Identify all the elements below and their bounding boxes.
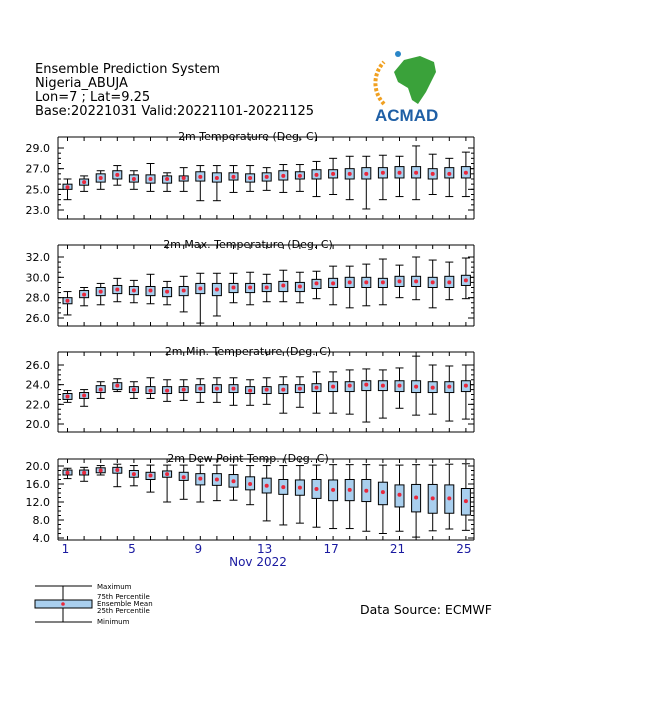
box-day-16: [312, 465, 321, 527]
mean-dot: [348, 384, 352, 388]
box-day-6: [146, 164, 155, 192]
box-day-1: [63, 292, 72, 315]
mean-dot: [315, 281, 319, 285]
box-day-13: [262, 378, 271, 405]
box-day-25: [461, 258, 470, 299]
box-day-15: [295, 377, 304, 407]
box-day-14: [279, 377, 288, 413]
mean-dot: [132, 177, 136, 181]
box-day-8: [179, 380, 188, 401]
y-tick-label: 12.0: [25, 496, 50, 509]
box-day-19: [362, 264, 371, 306]
mean-dot: [381, 490, 385, 494]
x-tick-label: 25: [456, 542, 472, 556]
mean-dot: [431, 386, 435, 390]
africa-map-icon: [394, 56, 436, 104]
box-day-5: [129, 171, 138, 190]
mean-dot: [82, 180, 86, 184]
mean-dot: [248, 176, 252, 180]
mean-dot: [298, 174, 302, 178]
mean-dot: [215, 387, 219, 391]
mean-dot: [348, 488, 352, 492]
box-day-9: [196, 166, 205, 201]
header-line-4: Base:20221031 Valid:20221101-20221125: [35, 104, 315, 119]
mean-dot: [398, 171, 402, 175]
mean-dot: [248, 482, 252, 486]
box-day-17: [329, 372, 338, 413]
sun-rays-icon: [375, 62, 384, 104]
mean-dot: [182, 289, 186, 293]
box-day-23: [428, 260, 437, 308]
box-day-14: [279, 165, 288, 193]
mean-dot: [66, 471, 70, 475]
box-day-21: [395, 465, 404, 531]
mean-dot: [398, 493, 402, 497]
mean-dot: [198, 175, 202, 179]
box-day-25: [461, 365, 470, 419]
box-day-18: [345, 266, 354, 308]
box-day-16: [312, 271, 321, 298]
mean-dot: [232, 286, 236, 290]
box-day-21: [395, 156, 404, 196]
mean-dot: [398, 279, 402, 283]
box-day-25: [461, 152, 470, 196]
y-tick-label: 20.0: [25, 460, 50, 473]
mean-dot: [66, 185, 70, 189]
box-day-13: [262, 274, 271, 301]
box-day-13: [262, 168, 271, 191]
mean-dot: [464, 278, 468, 282]
box-day-5: [129, 466, 138, 486]
box-day-6: [146, 274, 155, 303]
box-day-21: [395, 368, 404, 408]
box-day-12: [246, 272, 255, 305]
mean-dot: [99, 290, 103, 294]
box-day-2: [80, 467, 89, 481]
box-day-1: [63, 468, 72, 478]
box-day-20: [378, 370, 387, 418]
mean-dot: [265, 175, 269, 179]
box-day-9: [196, 273, 205, 323]
box-day-10: [212, 273, 221, 316]
data-source: Data Source: ECMWF: [360, 602, 492, 617]
mean-dot: [265, 286, 269, 290]
y-tick-label: 29.0: [25, 142, 50, 155]
x-tick-label: 17: [323, 542, 339, 556]
mean-dot: [464, 171, 468, 175]
box-day-10: [212, 378, 221, 403]
mean-dot: [115, 384, 119, 388]
box-day-4: [113, 166, 122, 186]
box-day-9: [196, 465, 205, 502]
legend-p75: 75th Percentile: [97, 593, 150, 601]
box-day-2: [80, 176, 89, 192]
mean-dot: [364, 383, 368, 387]
box-day-1: [63, 391, 72, 403]
box-day-5: [129, 280, 138, 302]
box-day-10: [212, 166, 221, 201]
box-day-20: [378, 465, 387, 533]
box-day-19: [362, 156, 371, 209]
mean-dot: [132, 472, 136, 476]
mean-dot: [99, 176, 103, 180]
mean-dot: [149, 289, 153, 293]
mean-dot: [331, 281, 335, 285]
x-tick-label: 9: [194, 542, 203, 556]
panel-title: 2m Dew Point Temp. (Deg. C): [167, 452, 329, 465]
mean-dot: [414, 385, 418, 389]
mean-dot: [431, 172, 435, 176]
box-day-8: [179, 276, 188, 312]
mean-dot: [182, 176, 186, 180]
legend-p25: 25th Percentile: [97, 607, 150, 615]
box-day-22: [412, 465, 421, 537]
box-day-7: [163, 173, 172, 192]
mean-dot: [331, 172, 335, 176]
box-day-22: [412, 356, 421, 415]
mean-dot: [381, 384, 385, 388]
box-day-7: [163, 465, 172, 502]
y-tick-label: 26.0: [25, 312, 50, 325]
mean-dot: [115, 288, 119, 292]
water-drop-icon: [395, 51, 401, 57]
box-day-22: [412, 146, 421, 200]
y-tick-label: 32.0: [25, 251, 50, 264]
box-day-15: [295, 466, 304, 524]
box-day-18: [345, 370, 354, 414]
header-line-3: Lon=7 ; Lat=9.25: [35, 90, 151, 105]
mean-dot: [215, 176, 219, 180]
mean-dot: [364, 489, 368, 493]
y-tick-label: 24.0: [25, 378, 50, 392]
mean-dot: [298, 486, 302, 490]
box-day-4: [113, 464, 122, 487]
panel-title: 2m Max. Temperature (Deg. C): [163, 238, 333, 251]
mean-dot: [364, 280, 368, 284]
mean-dot: [281, 174, 285, 178]
x-tick-label: 21: [389, 542, 406, 556]
legend-minimum: Minimum: [97, 618, 130, 626]
y-tick-label: 8.0: [32, 514, 50, 527]
x-tick-label: 5: [128, 542, 136, 556]
mean-dot: [248, 286, 252, 290]
panel-title: 2m Temperature (Deg. C): [178, 130, 318, 143]
mean-dot: [182, 475, 186, 479]
mean-dot: [364, 172, 368, 176]
x-tick-label: 13: [257, 542, 273, 556]
mean-dot: [165, 389, 169, 393]
box-day-2: [80, 390, 89, 407]
panel-2: [26, 238, 475, 326]
mean-dot: [381, 171, 385, 175]
box-day-4: [113, 278, 122, 301]
y-tick-label: 20.0: [25, 418, 50, 431]
mean-dot: [182, 388, 186, 392]
mean-dot: [165, 290, 169, 294]
x-axis: [62, 542, 472, 556]
box-day-12: [246, 466, 255, 505]
mean-dot: [132, 388, 136, 392]
panel-1: [26, 130, 475, 219]
box-day-20: [378, 155, 387, 199]
box-day-8: [179, 465, 188, 499]
mean-dot: [265, 388, 269, 392]
mean-dot: [99, 388, 103, 392]
y-tick-label: 16.0: [25, 478, 50, 491]
y-tick-label: 22.0: [25, 398, 50, 412]
mean-dot: [132, 289, 136, 293]
box-day-16: [312, 372, 321, 413]
box-day-24: [445, 262, 454, 300]
legend-mean: Ensemble Mean: [97, 600, 153, 608]
mean-dot: [165, 472, 169, 476]
box-day-3: [96, 382, 105, 399]
box-day-24: [445, 366, 454, 421]
box-day-17: [329, 465, 338, 529]
box-day-23: [428, 365, 437, 414]
box-day-18: [345, 156, 354, 199]
mean-dot: [198, 477, 202, 481]
y-tick-label: 30.0: [25, 271, 50, 285]
box-day-11: [229, 378, 238, 406]
box-day-2: [80, 288, 89, 306]
legend-maximum: Maximum: [97, 583, 132, 591]
box-day-12: [246, 166, 255, 192]
box-day-14: [279, 466, 288, 525]
panels: [26, 130, 475, 545]
legend: [35, 583, 153, 626]
mean-dot: [281, 388, 285, 392]
mean-dot: [315, 386, 319, 390]
box-day-13: [262, 466, 271, 521]
mean-dot: [414, 279, 418, 283]
box-day-7: [163, 281, 172, 304]
mean-dot: [115, 173, 119, 177]
box-day-15: [295, 272, 304, 303]
mean-dot: [414, 171, 418, 175]
box-day-19: [362, 465, 371, 532]
box-day-3: [96, 283, 105, 304]
mean-dot: [331, 488, 335, 492]
box-day-14: [279, 270, 288, 302]
box-day-12: [246, 380, 255, 406]
box-day-17: [329, 266, 338, 305]
mean-dot: [232, 479, 236, 483]
y-tick-label: 23.0: [25, 204, 50, 217]
box-day-8: [179, 168, 188, 192]
mean-dot: [464, 384, 468, 388]
panel-3: [26, 345, 475, 432]
x-axis-label: Nov 2022: [229, 555, 287, 569]
mean-dot: [248, 389, 252, 393]
box-day-21: [395, 265, 404, 298]
y-tick-label: 4.0: [32, 532, 50, 545]
mean-dot: [232, 387, 236, 391]
legend-mean-dot: [61, 602, 65, 606]
y-tick-label: 26.0: [25, 359, 50, 372]
mean-dot: [281, 283, 285, 287]
mean-dot: [447, 385, 451, 389]
acmad-logo: [375, 51, 438, 125]
x-tick-label: 1: [61, 542, 70, 556]
mean-dot: [99, 469, 103, 473]
box-day-24: [445, 158, 454, 196]
header-line-1: Ensemble Prediction System: [35, 62, 221, 77]
box-day-1: [63, 179, 72, 200]
mean-dot: [215, 478, 219, 482]
box-day-17: [329, 158, 338, 194]
mean-dot: [331, 385, 335, 389]
mean-dot: [82, 293, 86, 297]
panel-4: [26, 452, 475, 545]
panel-title: 2m Min. Temperature (Deg. C): [164, 345, 332, 358]
box-day-19: [362, 369, 371, 422]
mean-dot: [115, 468, 119, 472]
box-day-11: [229, 166, 238, 193]
box-day-3: [96, 171, 105, 190]
box-day-16: [312, 161, 321, 196]
acmad-logo-text: ACMAD: [375, 106, 439, 125]
mean-dot: [431, 496, 435, 500]
mean-dot: [149, 177, 153, 181]
mean-dot: [66, 299, 70, 303]
mean-dot: [215, 288, 219, 292]
mean-dot: [165, 177, 169, 181]
box-day-22: [412, 257, 421, 300]
box-day-18: [345, 465, 354, 529]
box-day-6: [146, 465, 155, 492]
mean-dot: [149, 473, 153, 477]
mean-dot: [149, 389, 153, 393]
box-day-11: [229, 273, 238, 302]
mean-dot: [82, 393, 86, 397]
mean-dot: [398, 384, 402, 388]
box-day-20: [378, 259, 387, 305]
y-tick-label: 25.0: [25, 183, 50, 197]
mean-dot: [298, 284, 302, 288]
box-day-11: [229, 465, 238, 500]
box-day-7: [163, 380, 172, 402]
mean-dot: [82, 471, 86, 475]
box-day-23: [428, 465, 437, 531]
mean-dot: [198, 387, 202, 391]
mean-dot: [198, 287, 202, 291]
mean-dot: [447, 496, 451, 500]
y-tick-label: 27.0: [25, 162, 50, 176]
box-day-15: [295, 165, 304, 192]
mean-dot: [414, 496, 418, 500]
box-day-6: [146, 378, 155, 399]
box-day-5: [129, 382, 138, 399]
mean-dot: [447, 172, 451, 176]
box-day-9: [196, 379, 205, 403]
mean-dot: [348, 280, 352, 284]
box-day-10: [212, 465, 221, 501]
mean-dot: [298, 387, 302, 391]
mean-dot: [348, 172, 352, 176]
mean-dot: [265, 484, 269, 488]
mean-dot: [315, 173, 319, 177]
box-day-24: [445, 464, 454, 529]
mean-dot: [381, 280, 385, 284]
box-day-23: [428, 154, 437, 194]
box-day-3: [96, 466, 105, 475]
y-tick-label: 28.0: [25, 291, 50, 305]
box-day-4: [113, 379, 122, 392]
mean-dot: [447, 280, 451, 284]
mean-dot: [281, 485, 285, 489]
header-line-2: Nigeria_ABUJA: [35, 76, 128, 91]
mean-dot: [315, 487, 319, 491]
mean-dot: [232, 175, 236, 179]
mean-dot: [431, 280, 435, 284]
mean-dot: [464, 499, 468, 503]
mean-dot: [66, 394, 70, 398]
